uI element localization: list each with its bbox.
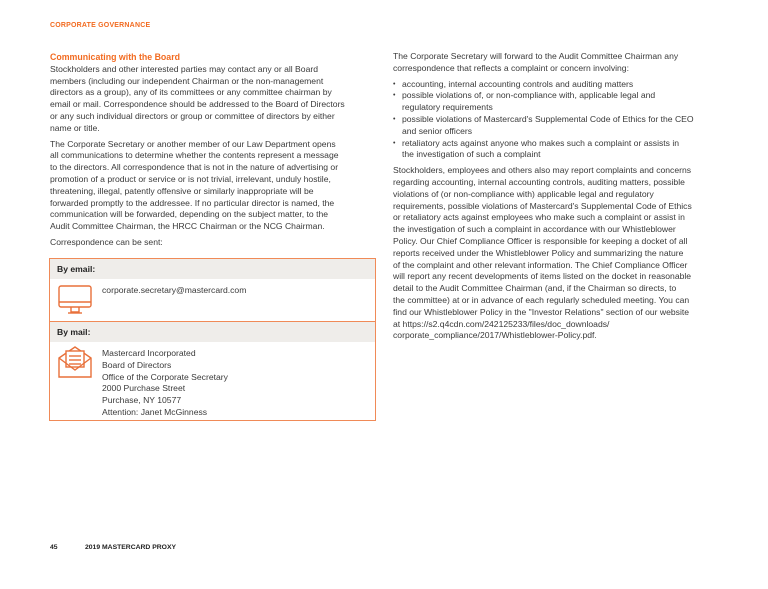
text-line: Correspondence can be sent:	[50, 236, 163, 247]
text-line: threatening, illegal, patently offensive or similarly inappropriate will be	[50, 185, 314, 196]
text-line: name or title.	[50, 122, 100, 133]
bullet-item	[393, 79, 733, 91]
text-line: forwarded promptly to the addressee. If no particular director is named, the	[50, 197, 335, 208]
text-line: Stockholders and other interested parties may contact any or all Board	[50, 63, 318, 74]
text-line: • accounting, internal accounting controls and auditing matters	[402, 78, 634, 89]
text-line: 2000 Purchase Street	[102, 383, 186, 394]
text-line: the investigation of such a complaint	[402, 149, 541, 160]
left-column	[50, 52, 370, 253]
text-line: The Corporate Secretary will forward to the Audit Committee Chairman any	[393, 51, 679, 61]
text-line: all communications to determine whether the contents represent a message	[50, 150, 339, 161]
text-line: Policy. Our Chief Compliance Officer is responsible for keeping a docket of all	[393, 235, 688, 246]
text-line: Purchase, NY 10577	[102, 395, 182, 406]
text-line: of the complaint and other relevant information. The Chief Compliance Officer	[393, 259, 688, 270]
text-line: Stockholders, employees and others also may report complaints and concerns	[393, 165, 692, 176]
right-column	[393, 51, 733, 346]
bullet-list	[393, 79, 733, 162]
section-label: CORPORATE GOVERNANCE	[50, 22, 151, 29]
text-line: the committee) at or in advance of each regularly scheduled meeting. You can	[393, 294, 690, 305]
text-line: Office of the Corporate Secretary	[102, 371, 228, 382]
text-line: • possible violations of, or non-compliance with, applicable legal and	[402, 90, 656, 101]
text-line: members (including our independent Chairman or the non-management	[50, 75, 324, 86]
bullet-item	[393, 138, 733, 162]
intro-paragraph	[393, 51, 733, 75]
bullet-item	[393, 114, 733, 138]
section-heading: Communicating with the Board	[50, 52, 180, 62]
text-line: Audit Committee Chairman, the HRCC Chairman or the NCG Chairman.	[50, 221, 325, 232]
text-line: or any such individual directors or group or committee of directors by either	[50, 110, 335, 121]
footer-title: 2019 MASTERCARD PROXY	[85, 544, 177, 551]
whistleblower-paragraph	[393, 165, 733, 342]
page-number: 45	[50, 544, 58, 551]
text-line: • retaliatory acts against anyone who makes such a complaint or assists in	[402, 137, 680, 148]
text-line: email or mail. Correspondence should be addressed to the Board of Directors	[50, 99, 345, 110]
text-line: communication will be forwarded, depending on the subject matter, to the	[50, 209, 329, 220]
text-line: requirements, possible violations of Mastercard's Supplemental Code of Ethics	[393, 200, 692, 211]
text-line: • possible violations of Mastercard's Supplemental Code of Ethics for the CEO	[402, 113, 694, 124]
email-label: By email:	[50, 259, 375, 279]
mail-label: By mail:	[50, 322, 375, 342]
text-line: and senior officers	[402, 125, 473, 136]
envelope-letter-icon	[58, 346, 92, 382]
text-line: corporate_compliance/2017/Whistleblower-Policy.pdf.	[393, 330, 597, 341]
text-line: Mastercard Incorporated	[102, 348, 196, 358]
contact-box	[49, 258, 376, 421]
text-line: at https://s2.q4cdn.com/242125233/files/doc_downloads/	[393, 318, 610, 329]
email-row	[50, 279, 375, 322]
text-line: regulatory requirements	[402, 102, 493, 113]
body-paragraph	[50, 237, 370, 249]
text-line: the investigation of such a complaint in accordance with our Whistleblower	[393, 224, 676, 235]
text-line: correspondence that reflects a complaint or concern involving:	[393, 62, 629, 73]
computer-monitor-icon	[58, 285, 92, 319]
bullet-item	[393, 90, 733, 114]
text-line: Attention: Janet McGinness	[102, 406, 208, 417]
text-line: directors as a group), any of its committees or any committee chairman by	[50, 87, 332, 98]
text-line: Board of Directors	[102, 359, 172, 370]
text-line: detail to the Audit Committee Chairman (and, if the Chairman so directs, to	[393, 283, 677, 294]
email-link[interactable]: corporate.secretary@mastercard.com	[102, 285, 247, 295]
text-line: The Corporate Secretary or another member of our Law Department opens	[50, 138, 336, 149]
text-line: violations of (or non-compliance with) applicable legal and regulatory	[393, 188, 654, 199]
text-line: reports received under the Whistleblower Policy and summarizing the nature	[393, 247, 684, 258]
text-line: regarding accounting, internal accounting controls, auditing matters, possible	[393, 176, 685, 187]
text-line: to the directors. All correspondence that is not in the nature of advertising or	[50, 162, 339, 173]
body-paragraph	[50, 139, 370, 233]
text-line: find our Whistleblower Policy in the "Investor Relations" section of our website	[393, 306, 690, 317]
text-line: promotion of a product or service or is not trivial, irrelevant, unduly hostile,	[50, 173, 331, 184]
text-line: or retaliatory acts against employees who make such a complaint or assist in	[393, 212, 685, 223]
mailing-address	[102, 348, 228, 419]
body-paragraph	[50, 64, 370, 135]
text-line: will report any recent developments of items listed on the docket in reasonable	[393, 271, 692, 282]
mail-row	[50, 342, 375, 421]
